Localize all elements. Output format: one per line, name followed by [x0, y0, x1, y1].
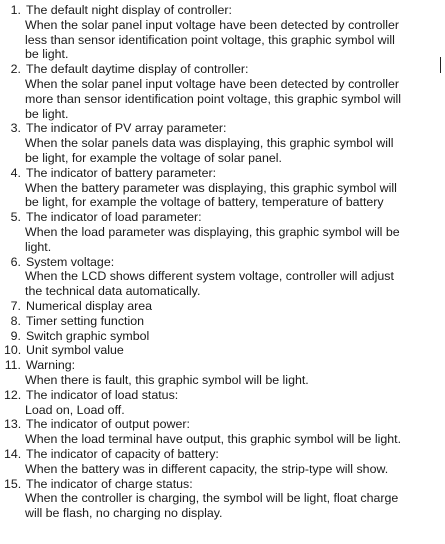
list-item: [0, 3, 445, 62]
item-heading: Numerical display area: [26, 298, 153, 313]
item-text: When the solar panel input voltage have been detected by controller: [25, 76, 400, 91]
item-text: When the load parameter was displaying, this graphic symbol will be: [25, 224, 400, 239]
list-item: [0, 358, 445, 388]
item-text: When the solar panels data was displaying, this graphic symbol will: [25, 136, 394, 151]
item-heading: The indicator of load status:: [26, 387, 179, 402]
margin-rule: [440, 57, 441, 73]
list-item: [0, 255, 445, 299]
item-number: 14.: [4, 446, 22, 461]
item-text: more than sensor identification point voltage, this graphic symbol will: [25, 91, 402, 106]
item-number: 2.: [10, 62, 21, 77]
item-heading: The default night display of controller:: [26, 3, 232, 17]
item-number: 3.: [10, 121, 21, 136]
item-number: 4.: [10, 165, 21, 180]
list-item: [0, 121, 445, 165]
list-item: [0, 447, 445, 477]
item-heading: The indicator of battery parameter:: [26, 165, 217, 180]
item-text: be light, for example the voltage of battery, temperature of battery: [25, 195, 384, 210]
item-heading: Unit symbol value: [26, 343, 124, 358]
item-number: 7.: [10, 298, 21, 313]
item-heading: System voltage:: [26, 254, 115, 269]
item-heading: The indicator of output power:: [26, 417, 190, 432]
list-item: [0, 388, 445, 418]
numbered-list: [0, 3, 445, 521]
item-heading: The default daytime display of controller:: [26, 62, 249, 77]
list-item: [0, 62, 445, 121]
item-text: will be flash, no charging no display.: [25, 506, 223, 521]
item-text: be light.: [25, 106, 69, 121]
list-item: [0, 329, 445, 344]
item-text: be light.: [25, 47, 69, 62]
item-text: be light, for example the voltage of solar panel.: [25, 150, 282, 165]
item-number: 1.: [10, 3, 21, 17]
item-text: When the battery parameter was displaying, this graphic symbol will: [25, 180, 397, 195]
item-text: less than sensor identification point voltage, this graphic symbol will: [25, 32, 395, 47]
item-text: When the battery was in different capacity, the strip-type will show.: [25, 461, 389, 476]
list-item: [0, 314, 445, 329]
item-number: 8.: [10, 313, 21, 328]
item-heading: Timer setting function: [26, 313, 144, 328]
item-heading: Warning:: [26, 358, 76, 373]
item-text: When the LCD shows different system voltage, controller will adjust: [25, 269, 394, 284]
item-heading: Switch graphic symbol: [26, 328, 150, 343]
item-number: 10.: [4, 343, 22, 358]
item-number: 9.: [10, 328, 21, 343]
list-item: [0, 166, 445, 210]
item-number: 11.: [4, 358, 21, 373]
item-heading: The indicator of PV array parameter:: [26, 121, 227, 136]
list-item: [0, 477, 445, 521]
item-number: 5.: [10, 210, 21, 225]
item-heading: The indicator of charge status:: [26, 476, 193, 491]
item-heading: The indicator of capacity of battery:: [26, 446, 219, 461]
item-number: 15.: [4, 476, 22, 491]
list-item: [0, 417, 445, 447]
item-number: 13.: [4, 417, 22, 432]
item-text: Load on, Load off.: [25, 402, 125, 417]
item-number: 6.: [10, 254, 21, 269]
list-item: [0, 299, 445, 314]
item-text: When the load terminal have output, this graphic symbol will be light.: [25, 432, 402, 447]
item-text: When the solar panel input voltage have been detected by controller: [25, 17, 400, 32]
item-number: 12.: [4, 387, 22, 402]
list-item: [0, 343, 445, 358]
item-text: the technical data automatically.: [25, 284, 201, 299]
item-text: When there is fault, this graphic symbol will be light.: [25, 372, 309, 387]
item-heading: The indicator of load parameter:: [26, 210, 202, 225]
item-text: light.: [25, 239, 52, 254]
list-item: [0, 210, 445, 254]
item-text: When the controller is charging, the symbol will be light, float charge: [25, 491, 399, 506]
